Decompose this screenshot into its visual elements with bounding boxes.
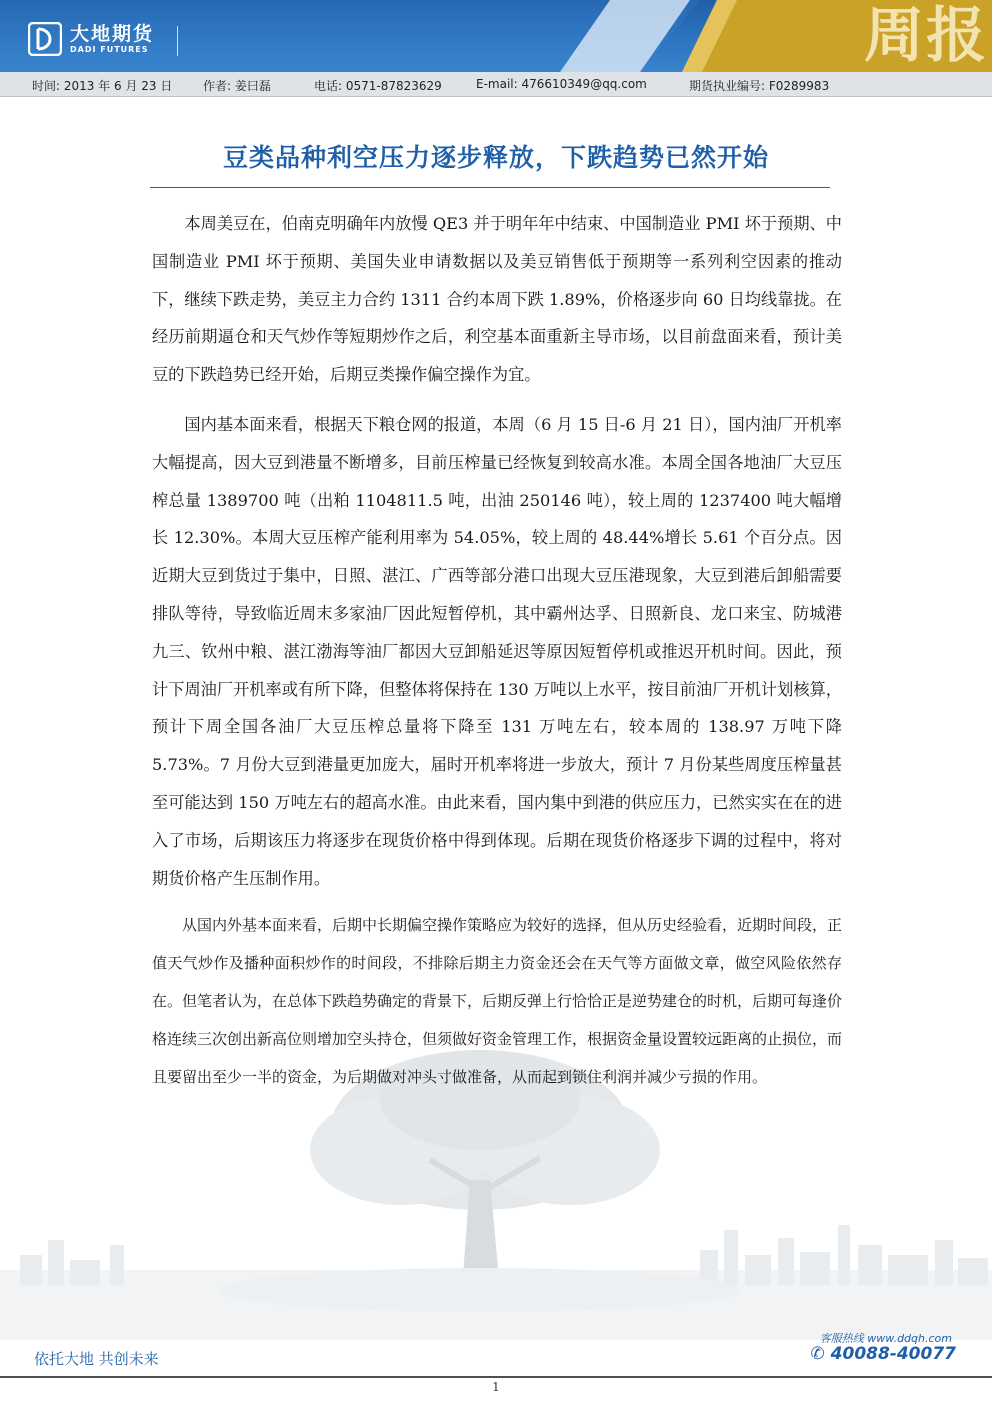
paragraph-us-soybean: 本周美豆在，伯南克明确年内放慢 QE3 并于明年年中结束、中国制造业 PMI 坏于预期、中国制造业 PMI 坏于预期、美国失业申请数据以及美豆销售低于预期等一系列利空因素的推动下，继续下跌走势，美豆主力合约 1311 合约本周下跌 1.89%，价格逐步向 60 日均线靠拢。在经历前期逼仓和天气炒作等短期炒作之后，利空基本面重新主导市场，以目前盘面来看，预计美豆的下跌趋势已经开始，后期豆类操作偏空操作为宜。 xyxy=(152,214,842,385)
footer-slogan: 依托大地 共创未来 xyxy=(34,1350,159,1368)
logo-divider xyxy=(177,26,178,56)
author-phone: 电话: 0571-87823629 xyxy=(314,79,442,93)
page-header xyxy=(0,0,992,72)
license-number: 期货执业编号: F0289983 xyxy=(689,79,830,93)
article-body xyxy=(152,205,842,1096)
hotline-number-text: 40088-40077 xyxy=(830,1344,956,1364)
article-title: 豆类品种利空压力逐步释放，下跌趋势已然开始 xyxy=(222,143,769,172)
logo-mark-icon xyxy=(28,22,62,56)
paragraph-strategy: 从国内外基本面来看，后期中长期偏空操作策略应为较好的选择，但从历史经验看，近期时间段，正值天气炒作及播种面积炒作的时间段，不排除后期主力资金还会在天气等方面做文章，做空风险依然存在。但笔者认为，在总体下跌趋势确定的背景下，后期反弹上行恰恰正是逆势建仓的时机，后期可每逢价格连续三次创出新高位则增加空头持仓，但须做好资金管理工作，根据资金量设置较远距离的止损位，而且要留出至少一半的资金，为后期做对冲头寸做准备，从而起到锁住利润并减少亏损的作用。 xyxy=(152,916,843,1086)
phone-icon: ✆ xyxy=(810,1344,825,1364)
company-logo xyxy=(28,22,154,56)
customer-hotline xyxy=(812,1330,958,1368)
page-number: 1 xyxy=(492,1380,500,1394)
hotline-label[interactable]: 客服热线 www.ddqh.com xyxy=(819,1332,952,1345)
author-info-bar xyxy=(0,72,992,97)
report-author: 作者: 姜曰磊 xyxy=(203,79,271,93)
title-underline xyxy=(150,187,830,188)
weekly-report-label: 周报 xyxy=(864,1,988,71)
logo-english-name: DADI FUTURES xyxy=(70,44,149,54)
author-email[interactable]: E-mail: 476610349@qq.com xyxy=(476,77,647,91)
logo-chinese-name: 大地期货 xyxy=(70,22,155,45)
paragraph-domestic-fundamentals: 国内基本面来看，根据天下粮仓网的报道，本周（6 月 15 日-6 月 21 日），国内油厂开机率大幅提高，因大豆到港量不断增多，目前压榨量已经恢复到较高水准。本周全国各地油厂大豆压榨总量 1389700 吨（出粕 1104811.5 吨，出油 250146 吨），较上周的 1237400 吨大幅增长 12.30%。本周大豆压榨产能利用率为 54.05%，较上周的 48.44%增长 5.61 个百分点。因近期大豆到货过于集中，日照、湛江、广西等部分港口出现大豆压港现象，大豆到港后卸船需要排队等待，导致临近周末多家油厂因此短暂停机，其中霸州达孚、日照新良、龙口来宝、防城港九三、钦州中粮、湛江渤海等油厂都因大豆卸船延迟等原因短暂停机或推迟开机时间。因此，预计下周油厂开机率或有所下降，但整体将保持在 130 万吨以上水平，按目前油厂开机计划核算，预计下周全国各油厂大豆压榨总量将下降至 131 万吨左右，较本周的 138.97 万吨下降 5.73%。7 月份大豆到港量更加庞大，届时开机率将进一步放大，预计 7 月份某些周度压榨量甚至可能达到 150 万吨左右的超高水准。由此来看，国内集中到港的供应压力，已然实实在在的进入了市场，后期该压力将逐步在现货价格中得到体现。后期在现货价格逐步下调的过程中，将对期货价格产生压制作用。 xyxy=(152,414,842,888)
hotline-number xyxy=(810,1344,956,1364)
footer-rule xyxy=(0,1376,992,1378)
report-date: 时间: 2013 年 6 月 23 日 xyxy=(32,79,173,93)
